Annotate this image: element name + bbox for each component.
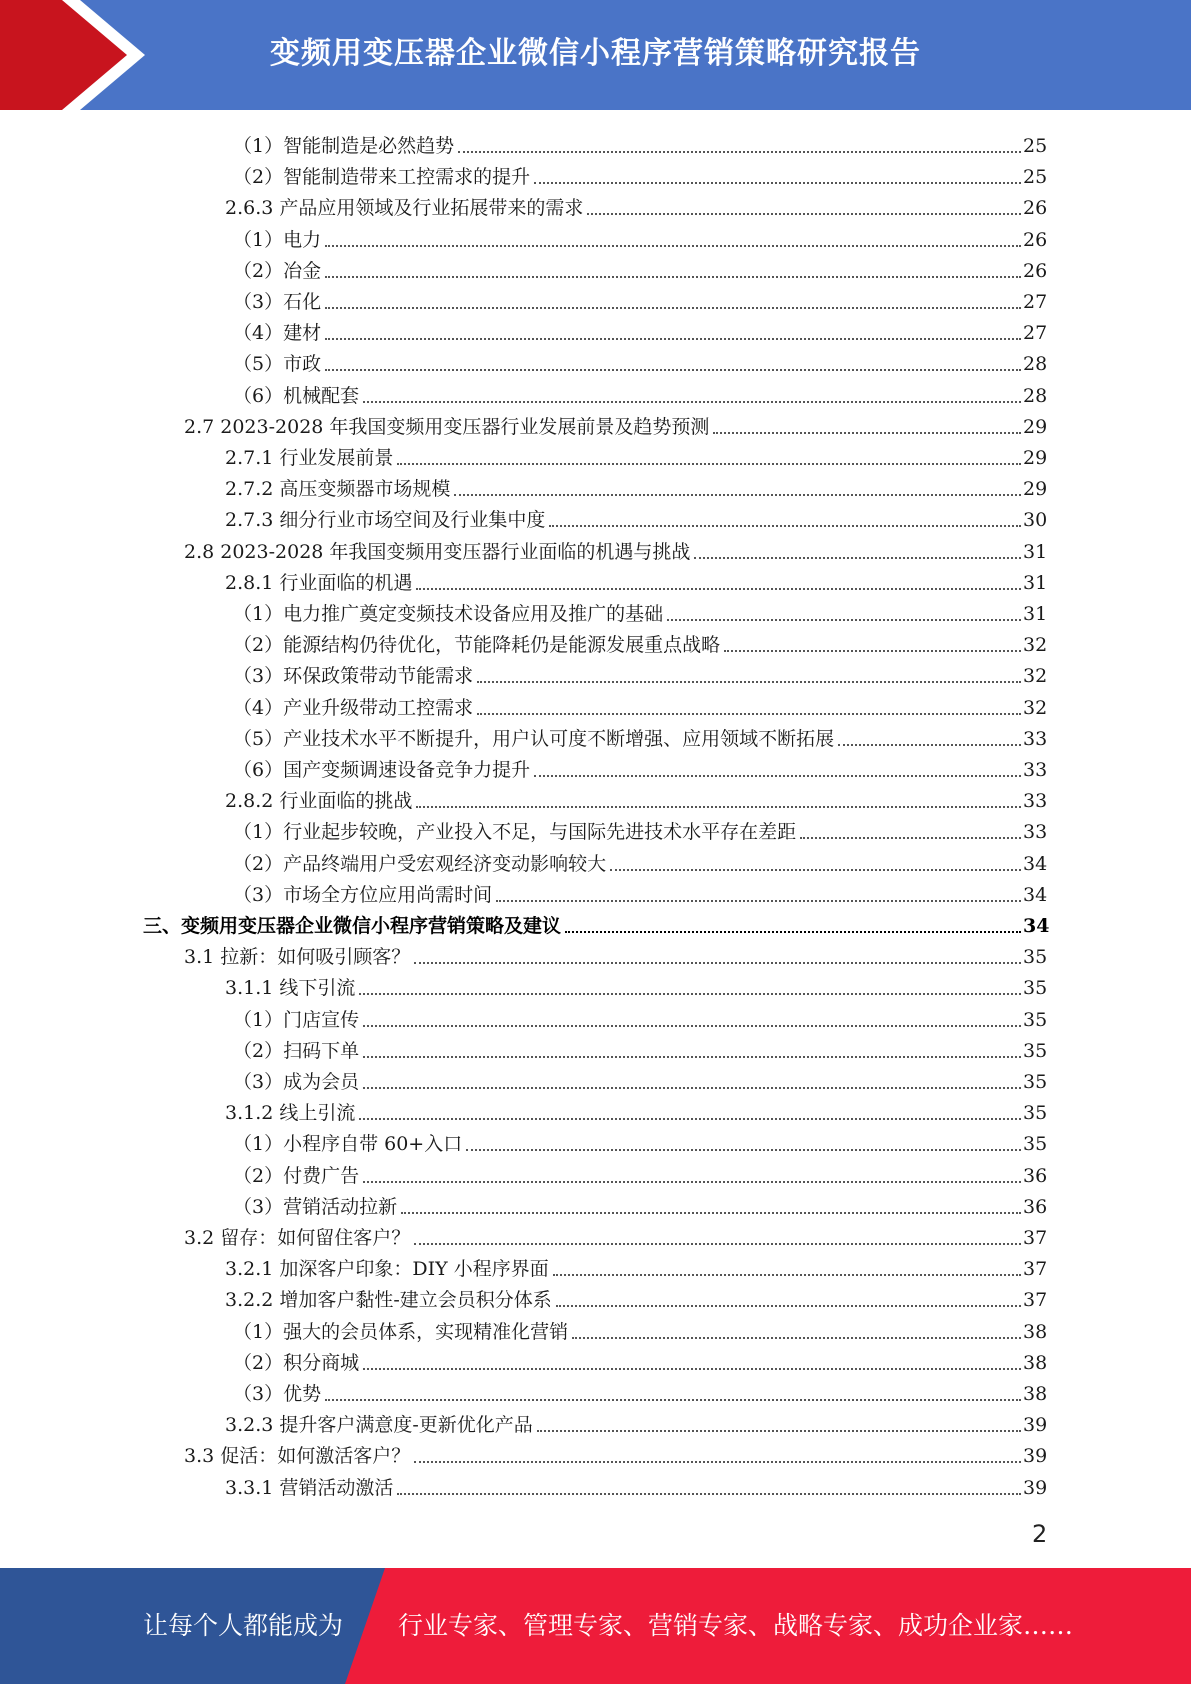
toc-entry-label: 3.3 促活：如何激活客户？ [184,1445,411,1468]
toc-entry-label: 2.7.2 高压变频器市场规模 [225,478,451,501]
toc-entry-label: 3.2.1 加深客户印象：DIY 小程序界面 [225,1258,549,1281]
toc-entry-label: 2.8 2023-2028 年我国变频用变压器行业面临的机遇与挑战 [184,540,691,563]
report-title: 变频用变压器企业微信小程序营销策略研究报告 [270,36,921,71]
toc-entry[interactable] [0,345,1191,376]
toc-entry-page: 35 [1023,1008,1048,1031]
toc-entry[interactable] [0,782,1191,813]
toc-entry[interactable] [0,1437,1191,1468]
toc-entry-page: 31 [1023,571,1048,594]
toc-entry-page: 28 [1023,353,1048,376]
toc-entry-label: （3）成为会员 [233,1071,360,1093]
toc-dot-leader [537,1430,1021,1432]
toc-entry-label: （2）产品终端用户受宏观经济变动影响较大 [233,852,607,875]
toc-entry-page: 35 [1023,1102,1048,1125]
toc-dot-leader [363,1181,1021,1183]
toc-entry-page: 27 [1023,291,1048,313]
toc-entry-page: 26 [1023,228,1048,251]
toc-entry[interactable] [0,1032,1191,1063]
toc-entry[interactable] [0,876,1191,907]
page-footer [0,1568,1191,1684]
toc-entry[interactable] [0,501,1191,532]
toc-entry-page: 29 [1023,447,1048,469]
toc-entry[interactable] [0,751,1191,782]
toc-dot-leader [363,1087,1021,1089]
page-header [0,0,1191,110]
toc-entry-page: 30 [1023,509,1048,532]
toc-dot-leader [363,1025,1021,1027]
toc-dot-leader [477,713,1021,715]
toc-entry[interactable] [0,1406,1191,1437]
toc-entry-label: 2.7.3 细分行业市场空间及行业集中度 [225,509,546,532]
toc-entry-page: 34 [1023,883,1048,906]
toc-dot-leader [458,151,1021,153]
toc-dot-leader [800,837,1021,839]
toc-entry-page: 32 [1023,665,1048,688]
toc-entry-page: 38 [1023,1320,1048,1343]
toc-entry-label: （1）行业起步较晚，产业投入不足，与国际先进技术水平存在差距 [233,821,797,844]
toc-entry-page: 35 [1023,1133,1048,1156]
toc-dot-leader [401,1212,1021,1214]
toc-dot-leader [553,1274,1021,1276]
toc-dot-leader [496,900,1021,902]
toc-entry-page: 32 [1023,634,1048,657]
toc-dot-leader [325,1399,1021,1401]
toc-dot-leader [724,650,1021,652]
toc-entry-label: 2.7.1 行业发展前景 [225,447,394,469]
toc-entry[interactable] [0,1344,1191,1375]
toc-entry-page: 37 [1023,1289,1048,1312]
toc-entry-label: （2）智能制造带来工控需求的提升 [233,166,531,189]
toc-dot-leader [414,1461,1021,1463]
toc-dot-leader [414,1243,1021,1245]
toc-entry[interactable] [0,252,1191,283]
toc-entry-page: 31 [1023,540,1048,563]
toc-dot-leader [466,1149,1021,1151]
toc-entry-page: 35 [1023,946,1048,969]
toc-entry-label: （1）电力 [233,228,322,251]
toc-entry-page: 26 [1023,259,1048,282]
toc-dot-leader [325,307,1021,309]
toc-entry-label: （2）付费广告 [233,1164,360,1187]
toc-entry-label: 2.7 2023-2028 年我国变频用变压器行业发展前景及趋势预测 [184,415,710,438]
toc-entry[interactable] [0,845,1191,876]
toc-dot-leader [838,744,1021,746]
toc-entry-label: （1）小程序自带 60+入口 [233,1133,463,1156]
toc-dot-leader [549,525,1021,527]
toc-entry-page: 25 [1023,135,1048,157]
toc-entry-page: 29 [1023,415,1048,438]
toc-entry[interactable] [0,689,1191,720]
toc-entry-page: 27 [1023,322,1048,345]
toc-entry-label: 3.1.2 线上引流 [225,1102,356,1125]
toc-entry[interactable] [0,377,1191,408]
toc-dot-leader [414,962,1021,964]
toc-entry-label: （1）智能制造是必然趋势 [233,135,455,157]
toc-entry-page: 33 [1023,790,1048,813]
toc-dot-leader [397,463,1021,465]
toc-entry-label: 3.3.1 营销活动激活 [225,1476,394,1499]
toc-dot-leader [397,1493,1021,1495]
toc-entry-page: 28 [1023,384,1048,407]
toc-entry-label: （5）市政 [233,353,322,376]
toc-entry-label: （3）市场全方位应用尚需时间 [233,883,493,906]
toc-entry[interactable] [0,657,1191,688]
toc-entry-label: （3）石化 [233,291,322,313]
toc-entry[interactable] [0,1469,1191,1500]
toc-entry[interactable] [0,314,1191,345]
toc-dot-leader [363,1056,1021,1058]
toc-entry-label: （2）扫码下单 [233,1039,360,1062]
toc-entry-label: （3）营销活动拉新 [233,1195,398,1218]
toc-entry-label: （4）产业升级带动工控需求 [233,696,474,719]
toc-dot-leader [454,494,1021,496]
toc-dot-leader [667,619,1021,621]
toc-entry[interactable] [0,1157,1191,1188]
toc-entry-page: 38 [1023,1351,1048,1374]
toc-entry-label: （3）环保政策带动节能需求 [233,665,474,688]
toc-entry[interactable] [0,1188,1191,1219]
toc-entry[interactable] [0,1125,1191,1156]
toc-dot-leader [363,401,1021,403]
toc-entry-page: 32 [1023,696,1048,719]
toc-entry[interactable] [0,408,1191,439]
toc-entry[interactable] [0,470,1191,501]
toc-entry-label: （1）门店宣传 [233,1008,360,1031]
toc-entry-page: 39 [1023,1414,1048,1437]
toc-dot-leader [325,369,1021,371]
toc-entry-page: 33 [1023,759,1048,781]
toc-entry-page: 39 [1023,1445,1048,1468]
toc-entry[interactable] [0,1063,1191,1094]
toc-entry-page: 26 [1023,197,1048,220]
toc-entry-label: （6）机械配套 [233,384,360,407]
toc-entry[interactable] [0,1094,1191,1125]
toc-entry-page: 38 [1023,1383,1048,1405]
toc-entry[interactable] [0,189,1191,220]
toc-entry[interactable] [0,626,1191,657]
toc-entry-page: 35 [1023,1039,1048,1062]
toc-entry[interactable] [0,127,1191,158]
toc-entry-label: （3）优势 [233,1383,322,1405]
toc-entry-page: 34 [1023,852,1048,875]
toc-entry-label: 三、变频用变压器企业微信小程序营销策略及建议 [143,915,562,937]
toc-entry[interactable] [0,720,1191,751]
toc-entry-label: 2.8.2 行业面临的挑战 [225,790,413,813]
toc-dot-leader [534,182,1021,184]
toc-entry-label: 2.8.1 行业面临的机遇 [225,571,413,594]
toc-entry-label: （1）强大的会员体系，实现精准化营销 [233,1320,569,1343]
page-number: 2 [1032,1520,1048,1548]
toc-entry-label: （1）电力推广奠定变频技术设备应用及推广的基础 [233,603,664,625]
toc-entry-page: 39 [1023,1476,1048,1499]
toc-entry-page: 31 [1023,603,1048,625]
toc-entry-page: 36 [1023,1195,1048,1218]
footer-slogan-left: 让每个人都能成为 [143,1611,344,1640]
toc-dot-leader [325,338,1021,340]
toc-dot-leader [363,1368,1021,1370]
toc-dot-leader [587,213,1021,215]
toc-entry-page: 25 [1023,166,1048,189]
toc-dot-leader [556,1305,1021,1307]
toc-entry-page: 29 [1023,478,1048,501]
toc-entry[interactable] [0,1250,1191,1281]
toc-entry[interactable] [0,907,1191,938]
toc-entry-page: 33 [1023,821,1048,844]
toc-dot-leader [325,245,1021,247]
footer-slogan-right: 行业专家、管理专家、营销专家、战略专家、成功企业家…… [398,1611,1074,1640]
toc-dot-leader [416,806,1021,808]
toc-entry-page: 33 [1023,727,1048,750]
toc-dot-leader [694,557,1021,559]
toc-entry-label: （2）能源结构仍待优化，节能降耗仍是能源发展重点战略 [233,634,721,657]
toc-entry[interactable] [0,158,1191,189]
toc-dot-leader [534,775,1021,777]
toc-dot-leader [416,588,1021,590]
toc-entry-page: 37 [1023,1258,1048,1281]
toc-entry-page: 37 [1023,1227,1048,1249]
toc-dot-leader [713,432,1021,434]
toc-entry[interactable] [0,564,1191,595]
toc-dot-leader [572,1337,1021,1339]
toc-entry-label: 2.6.3 产品应用领域及行业拓展带来的需求 [225,197,584,220]
toc-entry-label: 3.2.2 增加客户黏性-建立会员积分体系 [225,1289,552,1312]
toc-entry[interactable] [0,1281,1191,1312]
toc-entry[interactable] [0,221,1191,252]
toc-entry[interactable] [0,595,1191,626]
toc-entry[interactable] [0,439,1191,470]
toc-entry-label: 3.1.1 线下引流 [225,977,356,1000]
toc-entry[interactable] [0,969,1191,1000]
toc-entry-page: 34 [1023,915,1050,937]
toc-entry-label: 3.2.3 提升客户满意度-更新优化产品 [225,1414,533,1437]
toc-dot-leader [565,931,1021,933]
toc-entry[interactable] [0,938,1191,969]
toc-entry[interactable] [0,1219,1191,1250]
toc-entry[interactable] [0,813,1191,844]
chevron-logo-icon [0,0,160,110]
toc-entry-page: 35 [1023,977,1048,1000]
toc-entry-label: （4）建材 [233,322,322,345]
toc-dot-leader [610,869,1021,871]
toc-entry-label: 3.2 留存：如何留住客户？ [184,1227,411,1249]
toc-dot-leader [359,993,1021,995]
toc-dot-leader [325,276,1021,278]
toc-entry[interactable] [0,1375,1191,1406]
toc-dot-leader [359,1118,1021,1120]
toc-entry[interactable] [0,1313,1191,1344]
toc-entry-label: （2）积分商城 [233,1351,360,1374]
toc-entry-page: 35 [1023,1071,1048,1093]
toc-entry[interactable] [0,1001,1191,1032]
toc-entry-label: 3.1 拉新：如何吸引顾客？ [184,946,411,969]
toc-entry[interactable] [0,533,1191,564]
toc-entry-label: （2）冶金 [233,259,322,282]
toc-entry[interactable] [0,283,1191,314]
toc-entry-page: 36 [1023,1164,1048,1187]
toc-entry-label: （6）国产变频调速设备竞争力提升 [233,759,531,781]
toc-dot-leader [477,681,1021,683]
toc-entry-label: （5）产业技术水平不断提升，用户认可度不断增强、应用领域不断拓展 [233,727,835,750]
